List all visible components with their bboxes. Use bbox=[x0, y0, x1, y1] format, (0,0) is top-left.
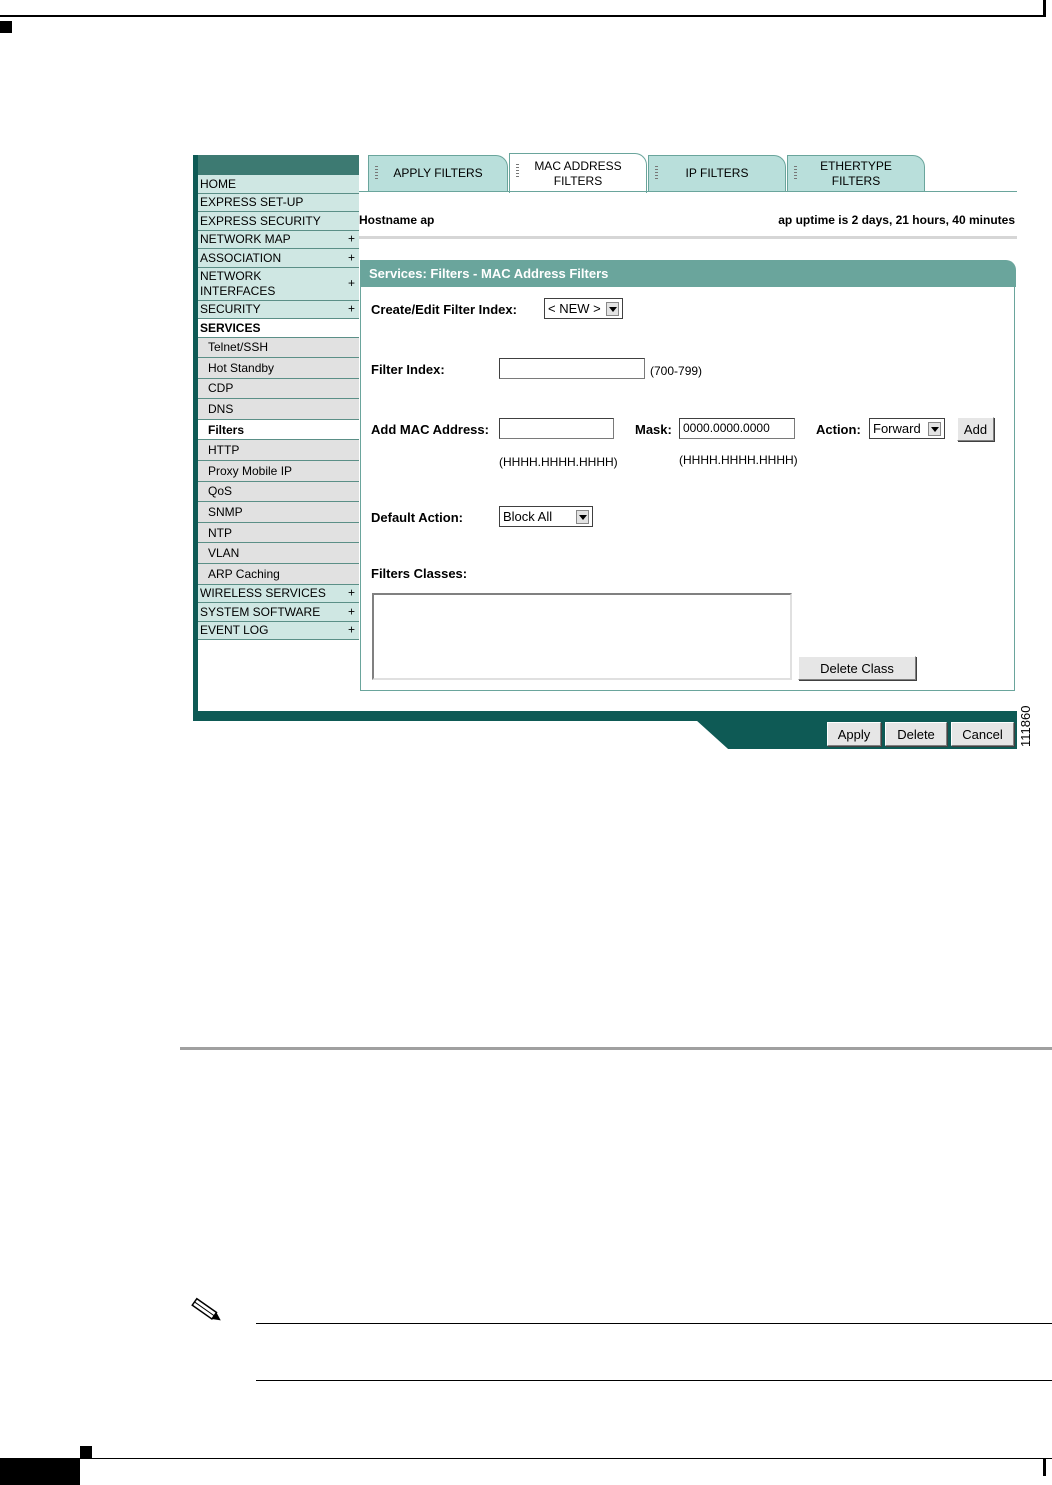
sidebar-item-label: Proxy Mobile IP bbox=[208, 463, 293, 478]
tab-apply-filters[interactable] bbox=[368, 155, 508, 191]
sidebar-item-qos[interactable] bbox=[193, 482, 359, 503]
sidebar-item-system-software[interactable] bbox=[193, 603, 359, 622]
sidebar-item-label: ASSOCIATION bbox=[200, 250, 282, 265]
sidebar-nav bbox=[193, 175, 359, 640]
delete-class-button[interactable]: Delete Class bbox=[798, 656, 916, 680]
create-edit-label: Create/Edit Filter Index: bbox=[371, 302, 517, 317]
sidebar-item-cdp[interactable] bbox=[193, 379, 359, 400]
sidebar-item-label: HOME bbox=[200, 176, 236, 191]
sidebar-header bbox=[193, 155, 359, 175]
mask-label: Mask: bbox=[635, 422, 672, 437]
sidebar-item-label: Hot Standby bbox=[208, 360, 275, 375]
tab-baseline bbox=[359, 191, 1017, 192]
sidebar-item-label: VLAN bbox=[208, 546, 240, 561]
default-action-label: Default Action: bbox=[371, 510, 463, 525]
sidebar-item-label: QoS bbox=[208, 484, 233, 499]
sidebar-item-label: EVENT LOG bbox=[200, 623, 269, 638]
filters-classes-list[interactable] bbox=[372, 593, 792, 680]
frame-left-edge bbox=[193, 155, 198, 721]
sidebar-item-label: ARP Caching bbox=[208, 566, 280, 581]
tab-label: APPLY FILTERS bbox=[393, 166, 483, 180]
page-bottom-rule bbox=[0, 1458, 1052, 1459]
note-bottom-rule bbox=[256, 1380, 1052, 1381]
grip-icon bbox=[655, 166, 658, 180]
page-bottom-rule-end bbox=[1043, 1459, 1046, 1476]
mask-input[interactable]: 0000.0000.0000 bbox=[679, 418, 795, 439]
page-top-rule bbox=[0, 15, 1045, 17]
sidebar-item-label: WIRELESS SERVICES bbox=[200, 586, 326, 601]
sidebar-item-arp-caching[interactable] bbox=[193, 564, 359, 585]
select-value: Block All bbox=[503, 509, 553, 524]
note-top-rule bbox=[256, 1323, 1052, 1324]
tab-label: MAC ADDRESS FILTERS bbox=[534, 158, 622, 188]
uptime-label: ap uptime is 2 days, 21 hours, 40 minutes bbox=[778, 213, 1015, 227]
sidebar-item-express-set-up[interactable] bbox=[193, 194, 359, 213]
filter-index-input[interactable] bbox=[499, 358, 645, 379]
sidebar-item-network-map[interactable] bbox=[193, 231, 359, 250]
sidebar-item-label: Filters bbox=[208, 422, 245, 437]
default-action-select[interactable] bbox=[499, 506, 593, 527]
sidebar-item-security[interactable] bbox=[193, 301, 359, 320]
sidebar-item-label: SECURITY bbox=[200, 302, 261, 317]
sidebar-item-label: NETWORK MAP bbox=[200, 232, 291, 247]
apply-button[interactable]: Apply bbox=[827, 722, 881, 746]
chevron-down-icon bbox=[928, 422, 941, 436]
pencil-note-icon bbox=[186, 1296, 226, 1324]
header-divider bbox=[359, 236, 1017, 239]
sidebar-item-label: EXPRESS SET-UP bbox=[200, 195, 304, 210]
cancel-button[interactable]: Cancel bbox=[951, 722, 1014, 746]
sidebar-item-network-interfaces[interactable] bbox=[193, 268, 359, 301]
chevron-down-icon bbox=[606, 302, 619, 316]
sidebar-item-label: Telnet/SSH bbox=[208, 340, 269, 355]
filter-index-select[interactable] bbox=[544, 298, 623, 319]
page-corner-mark-bottom bbox=[80, 1446, 92, 1458]
select-value: < NEW > bbox=[548, 301, 601, 316]
hostname-label: Hostname ap bbox=[359, 213, 435, 227]
expand-plus-icon[interactable]: + bbox=[347, 622, 355, 637]
tab-label: ETHERTYPE FILTERS bbox=[820, 158, 892, 188]
sidebar-item-http[interactable] bbox=[193, 440, 359, 461]
sidebar-item-label: NETWORK INTERFACES bbox=[200, 268, 276, 298]
section-divider bbox=[180, 1047, 1052, 1050]
tab-ip-filters[interactable] bbox=[648, 155, 786, 191]
delete-button[interactable]: Delete bbox=[885, 722, 947, 746]
grip-icon bbox=[794, 166, 797, 180]
sidebar-item-label: CDP bbox=[208, 381, 234, 396]
mac-address-input[interactable] bbox=[499, 418, 614, 439]
filters-classes-label: Filters Classes: bbox=[371, 566, 468, 581]
filter-index-label: Filter Index: bbox=[371, 362, 445, 377]
sidebar-item-ntp[interactable] bbox=[193, 523, 359, 544]
figure-id: 111860 bbox=[1018, 705, 1033, 747]
chevron-down-icon bbox=[576, 510, 589, 524]
sidebar-item-telnet-ssh[interactable] bbox=[193, 338, 359, 359]
sidebar-item-association[interactable] bbox=[193, 249, 359, 268]
tab-label: IP FILTERS bbox=[685, 166, 749, 180]
expand-plus-icon[interactable]: + bbox=[347, 301, 355, 316]
page-corner-mark bbox=[0, 21, 12, 33]
expand-plus-icon[interactable]: + bbox=[347, 231, 355, 246]
select-value: Forward bbox=[873, 421, 921, 436]
sidebar-item-label: EXPRESS SECURITY bbox=[200, 213, 321, 228]
sidebar-item-hot-standby[interactable] bbox=[193, 358, 359, 379]
sidebar-item-label: NTP bbox=[208, 525, 232, 540]
sidebar-item-label: SNMP bbox=[208, 505, 243, 520]
filter-index-hint: (700-799) bbox=[650, 364, 703, 378]
add-mac-label: Add MAC Address: bbox=[371, 422, 489, 437]
page-top-rule-end bbox=[1043, 0, 1046, 17]
mask-hint: (HHHH.HHHH.HHHH) bbox=[679, 453, 798, 467]
page-bottom-bar bbox=[0, 1459, 80, 1485]
sidebar-item-express-security[interactable] bbox=[193, 212, 359, 231]
sidebar-item-filters[interactable] bbox=[193, 420, 359, 441]
expand-plus-icon[interactable]: + bbox=[347, 275, 355, 290]
tab-ethertype-filters[interactable] bbox=[787, 155, 925, 191]
mac-address-hint: (HHHH.HHHH.HHHH) bbox=[499, 455, 618, 469]
expand-plus-icon[interactable]: + bbox=[347, 585, 355, 600]
action-label: Action: bbox=[816, 422, 861, 437]
sidebar-item-label: HTTP bbox=[208, 443, 240, 458]
grip-icon bbox=[516, 164, 519, 178]
sidebar-item-proxy-mobile-ip[interactable] bbox=[193, 461, 359, 482]
action-select[interactable] bbox=[869, 418, 945, 439]
sidebar-item-event-log[interactable] bbox=[193, 622, 359, 641]
sidebar-item-snmp[interactable] bbox=[193, 502, 359, 523]
sidebar-item-services[interactable] bbox=[193, 319, 359, 338]
frame-bottom-bar bbox=[193, 711, 1017, 721]
sidebar-item-wireless-services[interactable] bbox=[193, 585, 359, 604]
sidebar-item-dns[interactable] bbox=[193, 399, 359, 420]
sidebar-item-label: SERVICES bbox=[200, 320, 261, 335]
sidebar-item-label: SYSTEM SOFTWARE bbox=[200, 604, 321, 619]
sidebar-item-label: DNS bbox=[208, 402, 234, 417]
grip-icon bbox=[375, 166, 378, 180]
panel-title: Services: Filters - MAC Address Filters bbox=[360, 260, 1016, 287]
expand-plus-icon[interactable]: + bbox=[347, 250, 355, 265]
add-button[interactable]: Add bbox=[957, 417, 994, 441]
tab-mac-address-filters[interactable] bbox=[509, 153, 647, 193]
expand-plus-icon[interactable]: + bbox=[347, 604, 355, 619]
sidebar-item-home[interactable] bbox=[193, 175, 359, 194]
sidebar-item-vlan[interactable] bbox=[193, 543, 359, 564]
